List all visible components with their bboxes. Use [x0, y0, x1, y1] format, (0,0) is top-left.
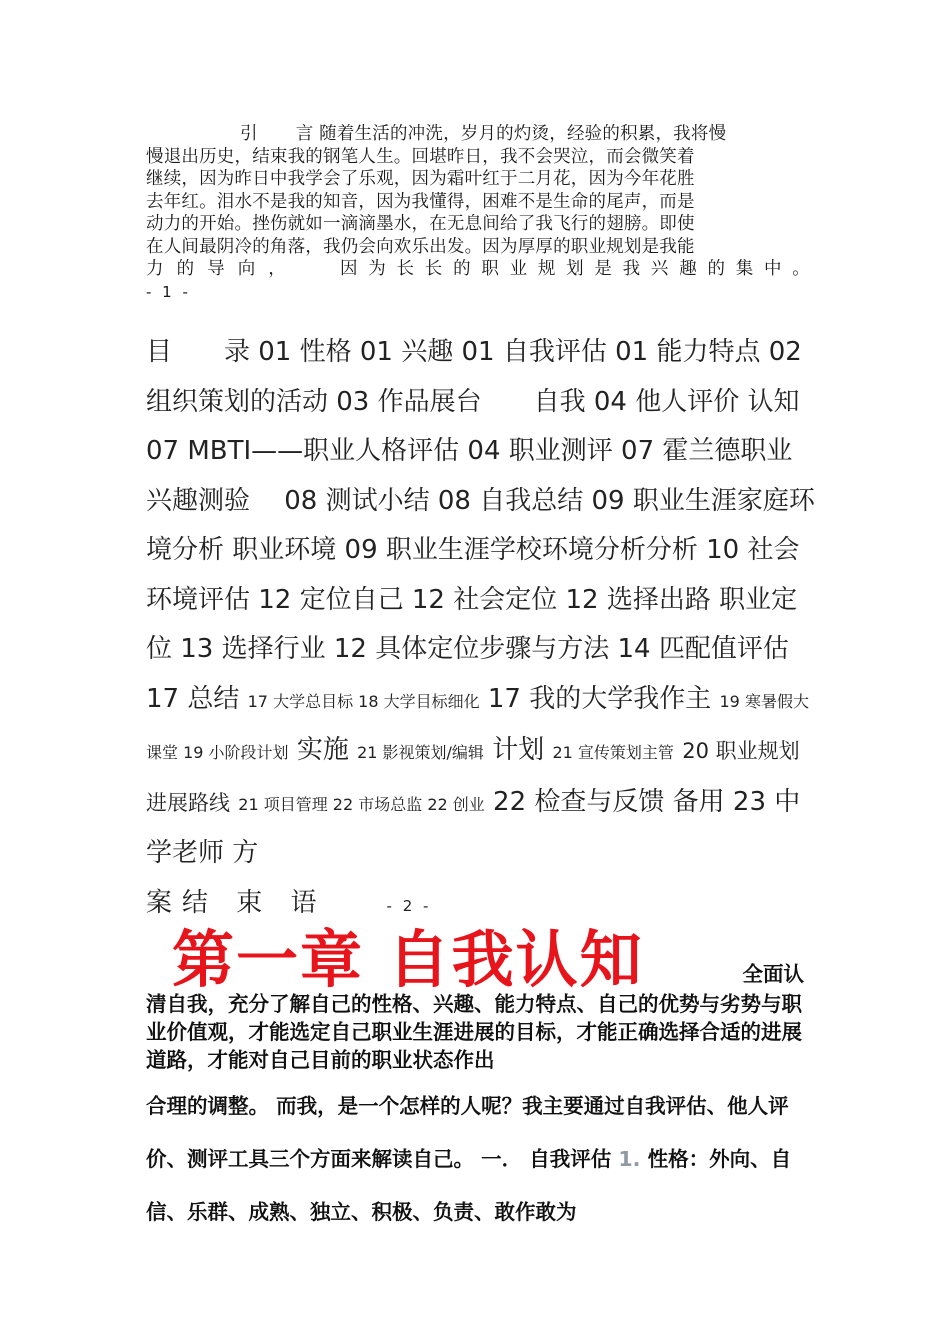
spread-char: 趣 — [679, 259, 697, 279]
spread-char: 向 — [237, 259, 256, 279]
intro-section — [146, 123, 810, 303]
chapter-body — [146, 962, 810, 1239]
spread-char: 职 — [481, 259, 500, 279]
body-text: 合理的调整。 而我，是一个怎样的人呢？我主要通过自我评估、他人评价、测评工具三个方面来解读自己。 一． 自我评估 — [146, 1094, 789, 1171]
intro-first-line — [146, 123, 810, 146]
spread-char: 长 — [396, 259, 415, 279]
spread-char: 。 — [792, 259, 810, 279]
intro-spread-a — [146, 258, 286, 281]
list-number: 1. — [618, 1147, 641, 1171]
toc-text: 22 检查与反馈 备用 23 中学老师 方 — [146, 786, 801, 868]
spread-char: 划 — [566, 259, 584, 279]
spread-char: 业 — [509, 259, 528, 279]
page-number: - 1 - — [146, 282, 191, 301]
spread-char: 规 — [537, 259, 556, 279]
intro-line: 慢退出历史，结束我的钢笔人生。回堪昨日，我不会哭泣，而会微笑着 — [146, 146, 695, 167]
spread-char: 中 — [763, 259, 782, 279]
spread-char: 兴 — [650, 259, 669, 279]
intro-spread-b — [340, 258, 810, 281]
toc-text-small: 21 项目管理 22 市场总监 22 创业 — [238, 794, 485, 814]
body-paragraph — [146, 1080, 810, 1239]
toc-text: 实施 — [296, 735, 349, 765]
spread-char: 为 — [368, 259, 386, 279]
spread-char: 长 — [424, 259, 443, 279]
intro-label-b: 言 — [295, 124, 314, 144]
page-number: - 2 - — [386, 896, 432, 915]
spread-char: ， — [268, 259, 286, 279]
table-of-contents — [146, 328, 852, 931]
toc-text: 17 我的大学我作主 — [487, 683, 712, 714]
intro-line: 去年红。泪水不是我的知音，因为我懂得，困难不是生命的尾声，而是 — [146, 191, 695, 212]
spread-char: 力 — [146, 259, 164, 279]
body-first-line: 全面认 — [742, 962, 804, 986]
spread-char: 因 — [340, 259, 358, 279]
toc-text-small: 19 寒暑假大课堂 19 小阶段计划 — [146, 691, 809, 762]
toc-text: 目 录 01 性格 01 兴趣 01 自我评估 01 能力特点 02 组织策划的活动 03 作品展台 自我 04 他人评价 认知 07 MBTI——职业人格评估 04 职业测评 07 霍兰德职业兴趣测验 08 测试小结 08 自我总结 09 职业生涯家庭环境分析 职业环境 09 职业生涯学校环境分析分析 10 社会环境评估 12 定位自己 12 社会定位 12 选择出路 职业定位 13 选择行业 12 具体定位步骤与方法 14 匹配值评估 17 总结 — [146, 337, 852, 714]
spread-char: 是 — [594, 259, 613, 279]
spread-char: 的 — [453, 259, 471, 279]
body-paragraph: 清自我，充分了解自己的性格、兴趣、能力特点、自己的优势与劣势与职业价值观，才能选定自己职业生涯进展的目标，才能正确选择合适的进展道路，才能对自己目前的职业状态作出 — [146, 992, 802, 1072]
intro-line: 继续，因为昨日中我学会了乐观，因为霜叶红于二月花，因为今年花胜 — [146, 169, 695, 189]
body-text: 性格：外向、自信、乐群、成熟、独立、积极、负责、敢作敢为 — [146, 1147, 792, 1224]
intro-label-a: 引 — [240, 124, 258, 144]
toc-text: 计划 — [492, 735, 545, 765]
toc-text-small: 21 影视策划/编辑 — [357, 743, 484, 762]
toc-text: 案结 束 语 — [146, 887, 327, 918]
toc-text-small: 21 宣传策划主管 — [552, 743, 674, 762]
intro-line: 随着生活的冲洗，岁月的灼烫，经验的积累，我将慢 — [319, 124, 727, 144]
spread-char: 我 — [622, 259, 641, 279]
spread-char: 集 — [735, 259, 754, 279]
toc-text-medium: 20 职业规划进展路线 — [146, 739, 800, 815]
intro-line: 在人间最阴冷的角落，我仍会向欢乐出发。因为厚厚的职业规划是我能 — [146, 236, 695, 257]
intro-spread-line — [146, 258, 810, 281]
chapter-title: 第一章 自我认知 — [172, 923, 644, 996]
spread-char: 的 — [176, 259, 195, 279]
intro-line: 动力的开始。挫伤就如一滴滴墨水，在无息间给了我飞行的翅膀。即使 — [146, 214, 695, 234]
toc-text-small: 17 大学总目标 18 大学目标细化 — [247, 691, 480, 711]
spread-char: 导 — [207, 259, 225, 279]
spread-char: 的 — [707, 259, 726, 279]
